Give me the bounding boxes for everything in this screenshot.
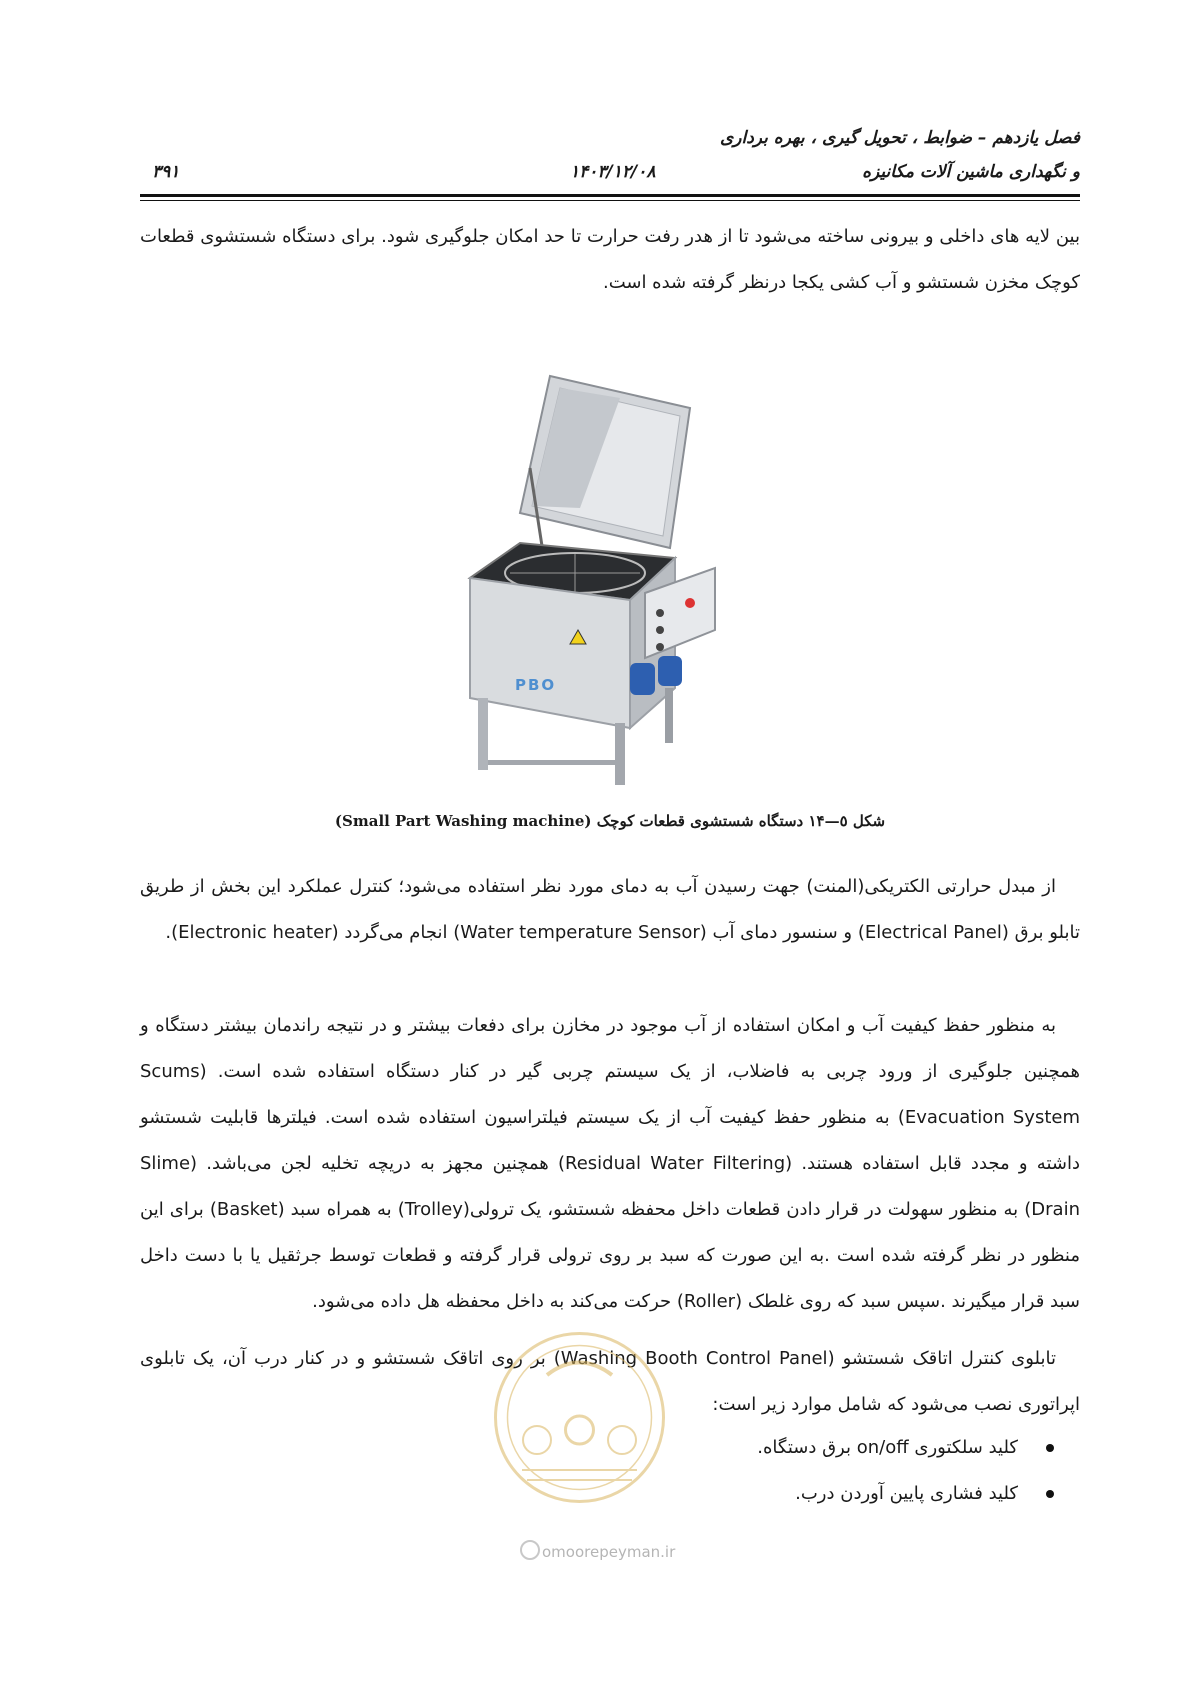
figure-caption: شکل ٥—١۴ دستگاه شستشوی قطعات کوچک (Small Part Washing machine) — [334, 812, 886, 830]
chapter-title-line-1: فصل یازدهم – ضوابط ، تحویل گیری ، بهره برداری — [719, 128, 1080, 148]
machine-brand-label: PBO — [515, 676, 557, 694]
header-rule-thin — [140, 200, 1080, 201]
at-symbol-icon — [520, 1540, 540, 1560]
list-item-text: کلید سلکتوری on/off برق دستگاه. — [757, 1437, 1018, 1458]
bullet-dot-icon — [1046, 1490, 1054, 1498]
header-rule-thick — [140, 194, 1080, 197]
list-item-text: کلید فشاری پایین آوردن درب. — [795, 1483, 1018, 1504]
paragraph-control-panel: تابلوی کنترل اتاقک شستشو (Washing Booth Control Panel) بر روی اتاقک شستشو و در کنار درب آن، یک تابلوی اپراتوری نصب می‌شود که شامل موارد زیر است: — [140, 1348, 1080, 1415]
site-url: omoorepeyman.ir — [542, 1543, 676, 1561]
watermark-site — [520, 1540, 680, 1561]
page-number: ۳۹۱ — [152, 162, 180, 182]
washing-machine-figure — [460, 368, 760, 798]
header-date: ۱۴۰۳/۱۲/۰۸ — [570, 162, 656, 182]
seal-logo-icon — [492, 1330, 667, 1505]
bullet-dot-icon — [1046, 1444, 1054, 1452]
intro-paragraph: بین لایه های داخلی و بیرونی ساخته می‌شود تا از هدر رفت حرارت تا حد امکان جلوگیری شود. برای دستگاه شستشوی قطعات کوچک مخزن شستشو و آب کشی یکجا درنظر گرفته شده است. — [140, 226, 1080, 293]
watermark-seal — [492, 1330, 667, 1505]
paragraph-heater: از مبدل حرارتی الکتریکی(المنت) جهت رسیدن آب به دمای مورد نظر استفاده می‌شود؛ کنترل عملکرد این بخش از طریق تابلو برق (Electrical Panel) و سنسور دمای آب (Water temperature Sensor) انجام می‌گردد (Electronic heater). — [140, 876, 1080, 943]
washing-machine-illustration — [460, 368, 760, 798]
paragraph-filtering: به منظور حفظ کیفیت آب و امکان استفاده از آب موجود در مخازن برای دفعات بیشتر و در نتیجه راندمان بیشتر دستگاه و همچنین جلوگیری از ورود چربی به فاضلاب، از یک سیستم چربی گیر در کنار دستگاه استفاده شده است. (Scums Evacuation System) به منظور حفظ کیفیت آب از یک سیستم فیلتراسیون استفاده شده است. فیلترها قابلیت شستشو داشته و مجدد قابل استفاده هستند. (Residual Water Filtering) همچنین مجهز به دریچه تخلیه لجن می‌باشد. (Slime Drain) به منظور سهولت در قرار دادن قطعات داخل محفظه شستشو، یک ترولی(Trolley) به همراه سبد (Basket) برای این منظور در نظر گرفته شده است .به این صورت که سبد بر روی ترولی قرار گرفته و قطعات توسط جرثقیل یا با دست داخل سبد قرار میگیرند .سپس سبد که روی غلطک (Roller) حرکت می‌کند به داخل محفظه هل داده می‌شود. — [140, 1015, 1081, 1312]
chapter-title-line-2: و نگهداری ماشین آلات مکانیزه — [862, 162, 1080, 182]
